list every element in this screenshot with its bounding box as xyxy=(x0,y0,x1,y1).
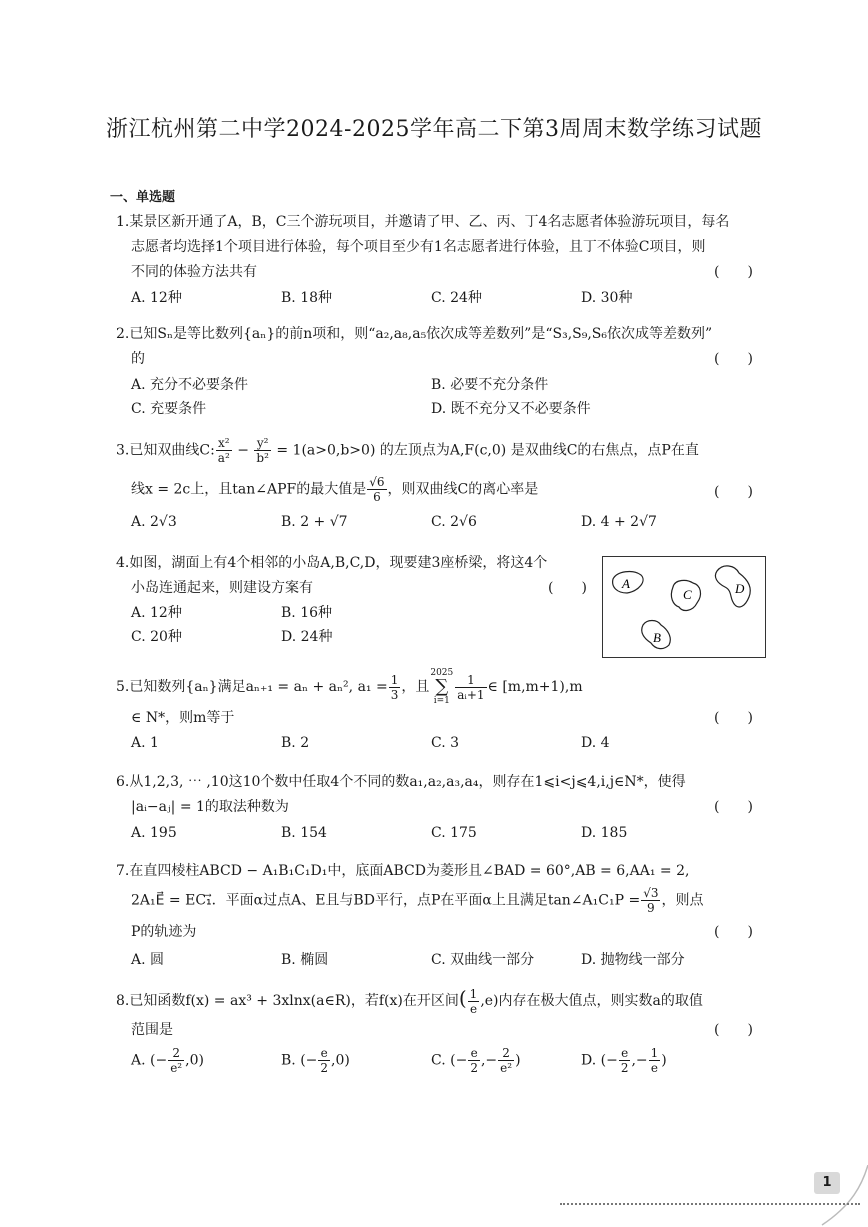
q2-line1 xyxy=(116,323,712,343)
q8-option-b: B. (− $\frac{e}{2}$ ,0) xyxy=(281,1046,350,1075)
q3-line2: 线x = 2c上，且tan∠APF的最大值是 $\frac{√6}{6}$ ，则双曲线C的离心率是 xyxy=(131,475,539,504)
q1-line2: 志愿者均选择1个项目进行体验，每个项目至少有1名志愿者进行体验，且丁不体验C项目，则 xyxy=(131,239,706,255)
q4-line1: 4.如图，湖面上有4个相邻的小岛A,B,C,D，现要建3座桥梁，将这4个 xyxy=(116,555,548,571)
q3-fraction-y2b2: $\frac{\text{y²}}{\text{b²}}$ xyxy=(256,436,269,465)
q3-line1: 3.已知双曲线C: $\frac{\text{x²}}{\text{a²}}$ − $\frac{\text{y²}}{\text{b²}}$ = 1(a>0,b>0) 的左顶点为A,F(c,0) 是双曲线C的右焦点，点P在直 xyxy=(116,436,699,465)
q1-number: 1. xyxy=(116,214,130,230)
q6-option-a: A. 195 xyxy=(131,825,177,841)
q7-number: 7. xyxy=(116,863,130,879)
q2-option-c: C. 充要条件 xyxy=(131,401,207,417)
q3-fraction-x2a2: $\frac{\text{x²}}{\text{a²}}$ xyxy=(217,436,230,465)
q1-option-a: A. 12种 xyxy=(131,290,182,306)
q2-answer-paren: ( ) xyxy=(714,351,753,367)
q4-option-b: B. 16种 xyxy=(281,605,333,621)
q8-fraction-1-e: $\frac{1}{e}$ xyxy=(469,986,478,1016)
q6-option-b: B. 154 xyxy=(281,825,327,841)
islands-map xyxy=(603,557,765,657)
q4-answer-paren: ( ) xyxy=(548,580,587,596)
q2-number: 2. xyxy=(116,326,130,342)
q5-fraction-one-third: $\frac{1}{3}$ xyxy=(390,672,399,702)
q3-number: 3. xyxy=(116,442,130,459)
q8-number: 8. xyxy=(116,993,130,1009)
q3-text1b: = 1(a>0,b>0) 的左顶点为A,F(c,0) 是双曲线C的右焦点，点P在直 xyxy=(271,442,699,459)
q4-number: 4. xyxy=(116,555,130,571)
q8-option-d: D. (− $\frac{e}{2}$ ,− $\frac{1}{e}$ ) xyxy=(581,1046,667,1075)
q6-line2: |aᵢ−aⱼ| = 1的取法种数为 xyxy=(131,799,289,815)
q2-text1: 已知Sₙ是等比数列{aₙ}的前n项和，则“a₂,a₈,a₅依次成等差数列”是“S₃,S₉,S₆依次成等差数列” xyxy=(129,326,713,342)
q1-option-c: C. 24种 xyxy=(431,290,482,306)
q2-option-a: A. 充分不必要条件 xyxy=(131,377,249,393)
q6-option-c: C. 175 xyxy=(431,825,477,841)
q2-option-b: B. 必要不充分条件 xyxy=(431,377,549,393)
footer-dotted-rule xyxy=(560,1203,860,1205)
q6-option-d: D. 185 xyxy=(581,825,628,841)
island-label-c: C xyxy=(683,587,692,602)
q8-line2: 范围是 xyxy=(131,1022,173,1038)
q7-option-d: D. 抛物线一部分 xyxy=(581,952,685,968)
q1-option-b: B. 18种 xyxy=(281,290,333,306)
q5-number: 5. xyxy=(116,679,130,695)
q6-line1: 6.从1,2,3, ⋯ ,10这10个数中任取4个不同的数a₁,a₂,a₃,a₄，则存在1⩽i<j⩽4,i,j∈N*，使得 xyxy=(116,774,686,790)
q3-option-a: A. 2√3 xyxy=(131,514,177,530)
q7-option-b: B. 椭圆 xyxy=(281,952,329,968)
q5-option-d: D. 4 xyxy=(581,735,610,751)
q2-line2: 的 xyxy=(131,351,145,367)
q8-answer-paren: ( ) xyxy=(714,1022,753,1038)
q5-answer-paren: ( ) xyxy=(714,710,753,726)
q7-line2: 2A₁E⃗ = EC₁⃗．平面α过点A、E且与BD平行，点P在平面α上且满足tan∠A₁C₁P = $\frac{√3}{9}$ ，则点 xyxy=(131,886,704,915)
island-label-a: A xyxy=(622,576,630,591)
q1-text1: 某景区新开通了A，B，C三个游玩项目，并邀请了甲、乙、丙、丁4名志愿者体验游玩项目，每名 xyxy=(129,214,730,230)
section-heading: 一、单选题 xyxy=(110,190,176,205)
q6-number: 6. xyxy=(116,774,130,790)
page-number: 1 xyxy=(814,1172,840,1194)
q1-option-d: D. 30种 xyxy=(581,290,633,306)
q4-option-c: C. 20种 xyxy=(131,629,182,645)
q4-line2: 小岛连通起来，则建设方案有 xyxy=(131,580,313,596)
q1-line1 xyxy=(116,211,729,231)
island-d xyxy=(715,566,750,607)
q1-line3: 不同的体验方法共有 xyxy=(131,264,257,280)
island-label-d: D xyxy=(735,581,745,596)
q4-option-d: D. 24种 xyxy=(281,629,333,645)
islands-figure xyxy=(602,556,766,658)
q4-option-a: A. 12种 xyxy=(131,605,182,621)
q8-option-a: A. (− $\frac{2}{\text{e²}}$ ,0) xyxy=(131,1046,204,1075)
q3-option-d: D. 4 + 2√7 xyxy=(581,514,657,530)
q5-option-c: C. 3 xyxy=(431,735,460,751)
q3-answer-paren: ( ) xyxy=(714,484,753,500)
q5-option-b: B. 2 xyxy=(281,735,310,751)
q3-option-b: B. 2 + √7 xyxy=(281,514,348,530)
page-title: 浙江杭州第二中学2024-2025学年高二下第3周周末数学练习试题 xyxy=(106,117,762,142)
q8-option-c: C. (− $\frac{e}{2}$ ,− $\frac{2}{\text{e²}}$ ) xyxy=(431,1046,521,1075)
q7-line3: P的轨迹为 xyxy=(131,924,197,940)
q5-summation: 2025 ∑ i=1 xyxy=(430,668,454,706)
q7-option-a: A. 圆 xyxy=(131,952,165,968)
q2-option-d: D. 既不充分又不必要条件 xyxy=(431,401,591,417)
q3-option-c: C. 2√6 xyxy=(431,514,477,530)
q8-line1: 8.已知函数f(x) = ax³ + 3xlnx(a∈R)，若f(x)在开区间( $\frac{1}{e}$ ,e)内存在极大值点，则实数a的取值 xyxy=(116,986,703,1016)
q1-answer-paren: ( ) xyxy=(714,264,753,280)
q3-text1a: 已知双曲线C: xyxy=(129,442,215,459)
island-label-b: B xyxy=(653,630,661,645)
q5-line1: 5.已知数列{aₙ}满足aₙ₊₁ = aₙ + aₙ², a₁ = $\frac{1}{3}$ ，且 2025 ∑ i=1 $\frac{1}{\text{aᵢ+1}}$ ∈ [m,m+1),m xyxy=(116,668,583,706)
q5-fraction-sum-term: $\frac{1}{\text{aᵢ+1}}$ xyxy=(457,672,485,702)
q3-fraction-sqrt6: $\frac{√6}{6}$ xyxy=(369,475,385,504)
q5-option-a: A. 1 xyxy=(131,735,159,751)
q7-line1: 7.在直四棱柱ABCD − A₁B₁C₁D₁中，底面ABCD为菱形且∠BAD = 60°,AB = 6,AA₁ = 2, xyxy=(116,863,690,879)
q6-answer-paren: ( ) xyxy=(714,799,753,815)
q7-option-c: C. 双曲线一部分 xyxy=(431,952,535,968)
q7-fraction-sqrt3-9: $\frac{√3}{9}$ xyxy=(643,886,659,915)
q5-line2: ∈ N*，则m等于 xyxy=(131,710,235,726)
q7-answer-paren: ( ) xyxy=(714,924,753,940)
